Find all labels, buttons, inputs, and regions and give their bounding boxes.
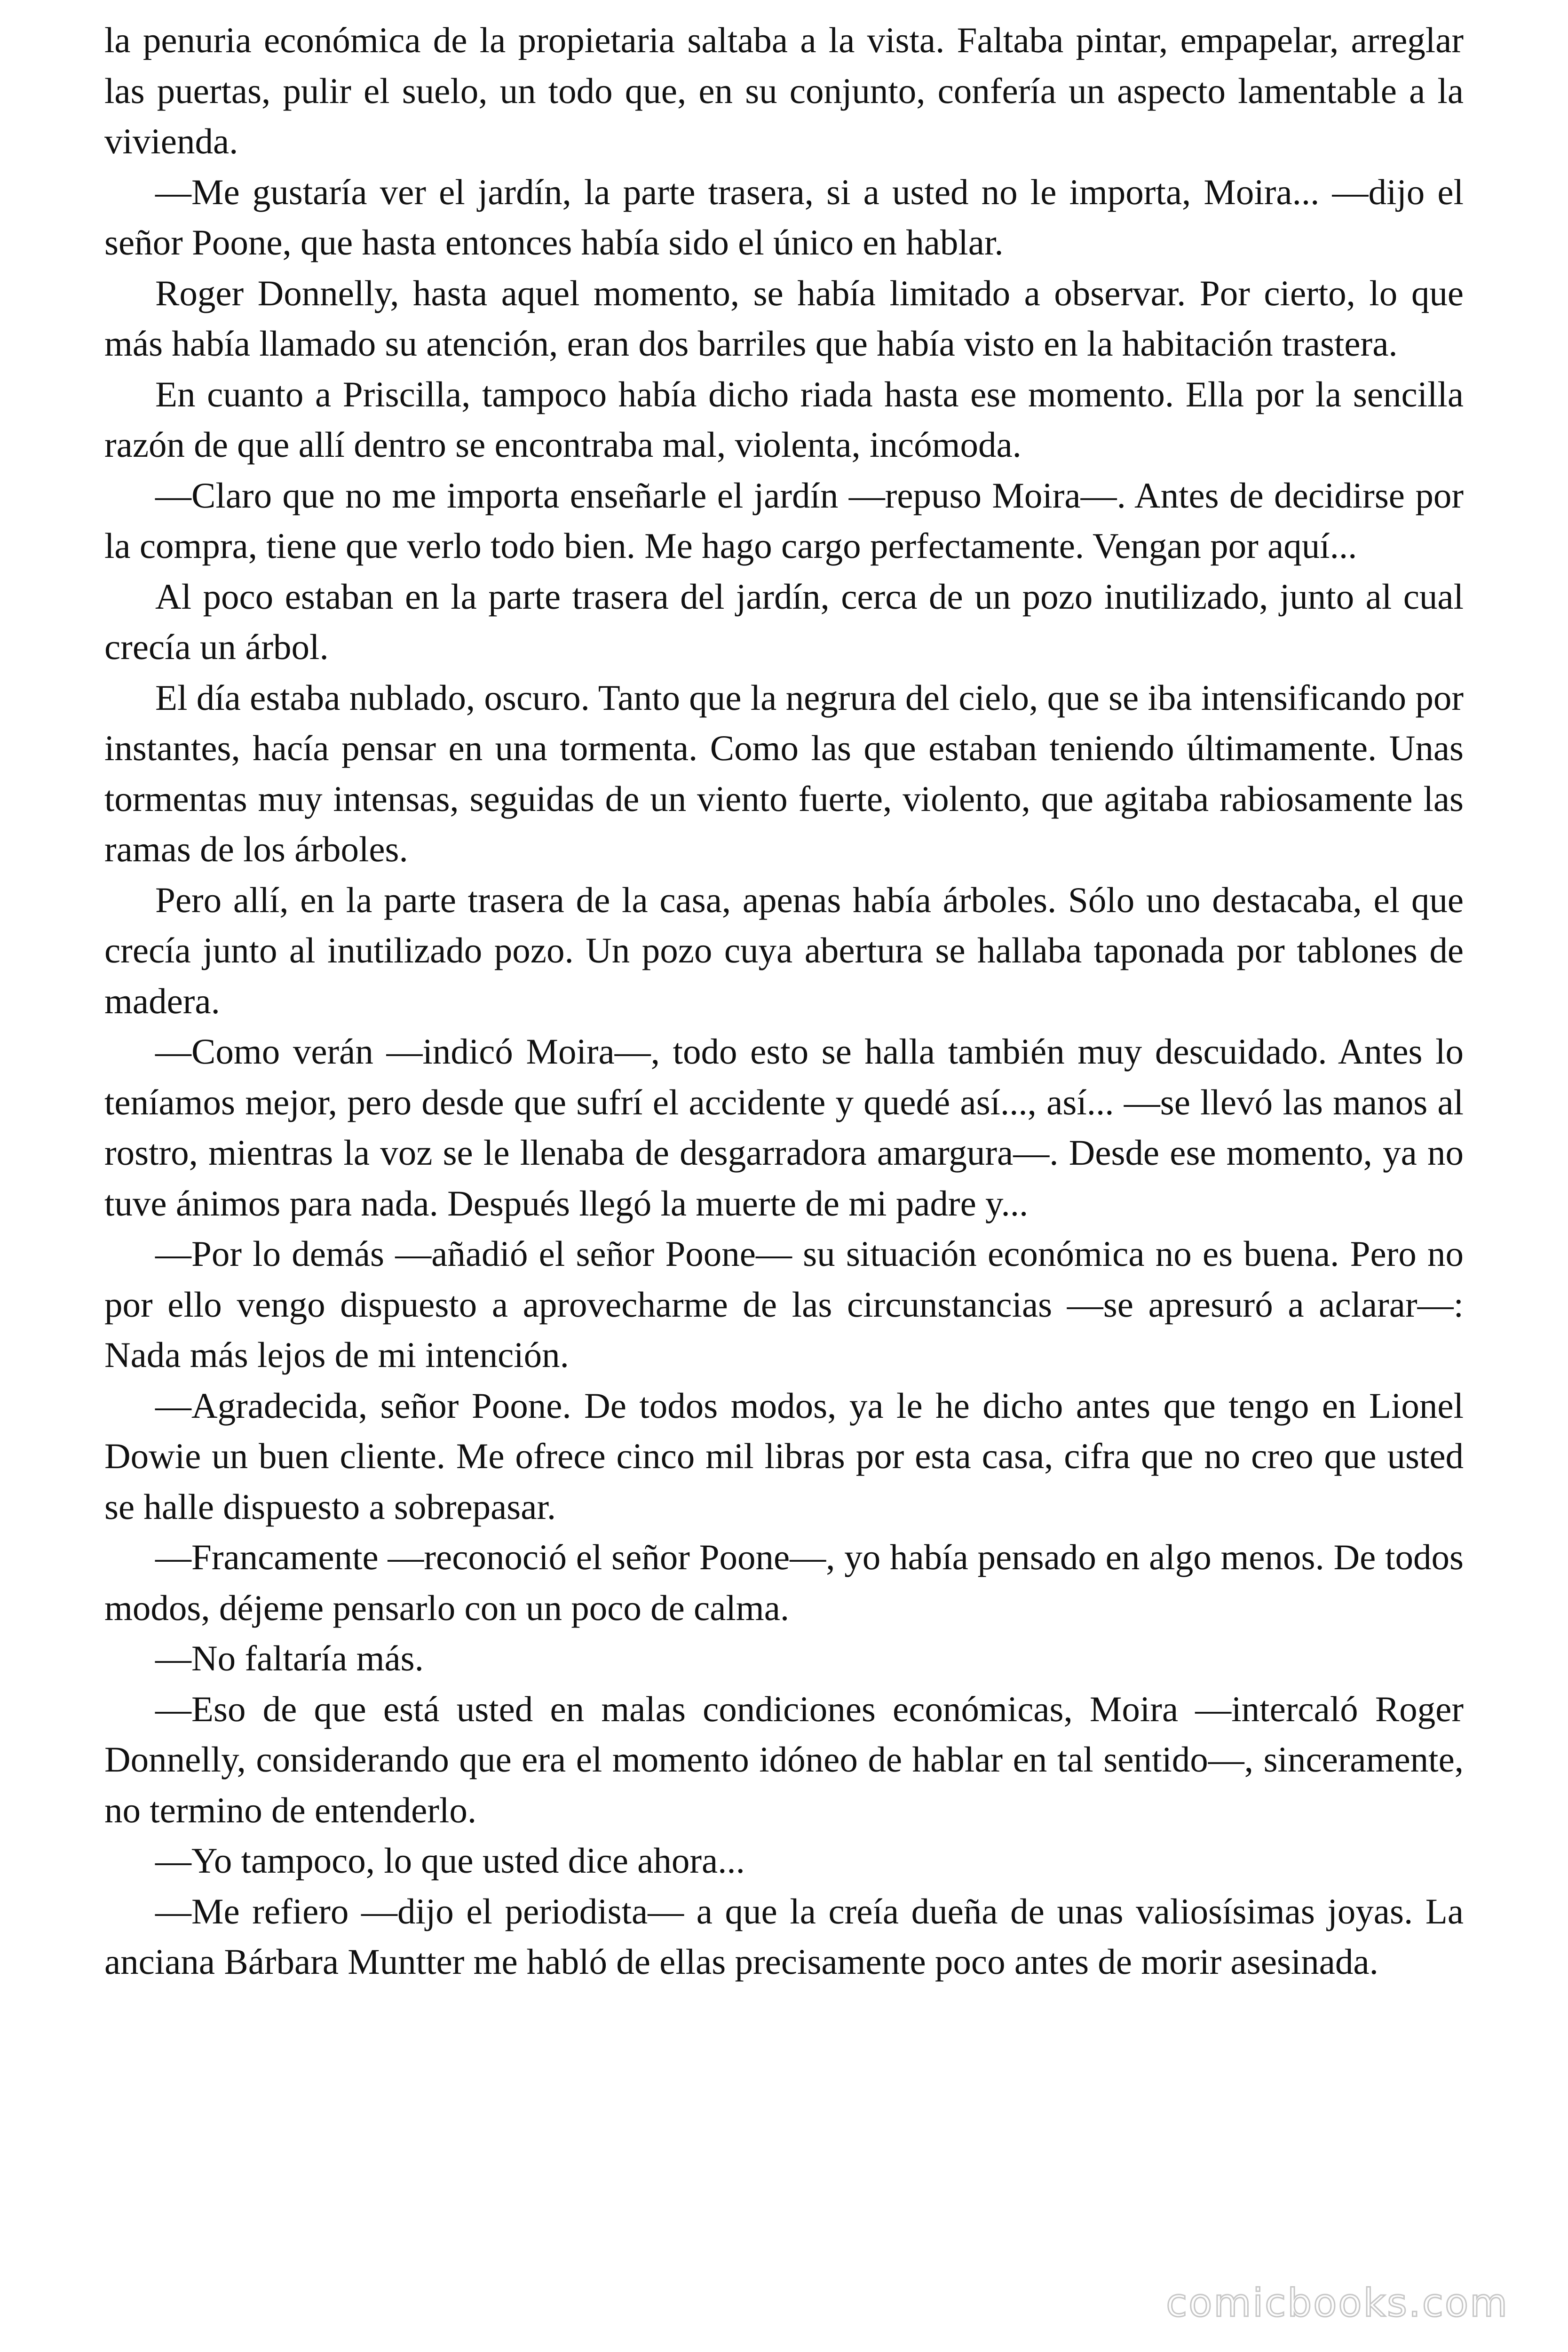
paragraph-dialogue: —Por lo demás —añadió el señor Poone— su situación económica no es buena. Pero no por ello vengo dispuesto a aprovecharme de las circunstancias —se apresuró a aclarar—: Nada más lejos de mi intención.: [104, 1233, 1464, 1375]
paragraph-dialogue: —Claro que no me importa enseñarle el jardín —repuso Moira—. Antes de decidirse por la compra, tiene que verlo todo bien. Me hago cargo perfectamente. Vengan por aquí...: [104, 475, 1464, 566]
paragraph-narration: En cuanto a Priscilla, tampoco había dicho riada hasta ese momento. Ella por la sencilla razón de que allí dentro se encontraba mal, violenta, incómoda.: [104, 373, 1464, 465]
paragraph-narration: Roger Donnelly, hasta aquel momento, se había limitado a observar. Por cierto, lo que más había llamado su atención, eran dos barriles que había visto en la habitación trastera.: [104, 272, 1464, 364]
paragraph-dialogue: —Me refiero —dijo el periodista— a que la creía dueña de unas valiosísimas joyas. La anciana Bárbara Muntter me habló de ellas precisamente poco antes de morir asesinada.: [104, 1891, 1464, 1982]
site-watermark: comicbooks.com: [1166, 2281, 1509, 2326]
paragraph-dialogue: —Agradecida, señor Poone. De todos modos, ya le he dicho antes que tengo en Lionel Dowie un buen cliente. Me ofrece cinco mil libras por esta casa, cifra que no creo que usted se halle dispuesto a sobrepasar.: [104, 1385, 1464, 1527]
paragraph-narration: Al poco estaban en la parte trasera del jardín, cerca de un pozo inutilizado, junto al cual crecía un árbol.: [104, 576, 1464, 667]
paragraph-dialogue: —Yo tampoco, lo que usted dice ahora...: [155, 1840, 745, 1881]
paragraph-dialogue: —Eso de que está usted en malas condiciones económicas, Moira —intercaló Roger Donnelly, considerando que era el momento idóneo de hablar en tal sentido—, sinceramente, no termino de entenderlo.: [104, 1688, 1464, 1830]
paragraph-dialogue: —Como verán —indicó Moira—, todo esto se halla también muy descuidado. Antes lo teníamos mejor, pero desde que sufrí el accidente y quedé así..., así... —se llevó las manos al rostro, mientras la voz se le llenaba de desgarradora amargura—. Desde ese momento, ya no tuve ánimos para nada. Después llegó la muerte de mi padre y...: [104, 1031, 1464, 1224]
paragraph-dialogue: —Francamente —reconoció el señor Poone—, yo había pensado en algo menos. De todos modos, déjeme pensarlo con un poco de calma.: [104, 1537, 1464, 1628]
paragraph-narration: El día estaba nublado, oscuro. Tanto que la negrura del cielo, que se iba intensificando por instantes, hacía pensar en una tormenta. Como las que estaban teniendo últimamente. Unas tormentas muy intensas, seguidas de un viento fuerte, violento, que agitaba rabiosamente las ramas de los árboles.: [104, 677, 1464, 869]
paragraph-dialogue: —No faltaría más.: [155, 1638, 424, 1678]
paragraph-narration: Pero allí, en la parte trasera de la casa, apenas había árboles. Sólo uno destacaba, el que crecía junto al inutilizado pozo. Un pozo cuya abertura se hallaba taponada por tablones de madera.: [104, 879, 1464, 1021]
paragraph-continuation: la penuria económica de la propietaria saltaba a la vista. Faltaba pintar, empapelar, arreglar las puertas, pulir el suelo, un todo que, en su conjunto, confería un aspecto lamentable a la vivienda.: [104, 20, 1464, 161]
book-page-body: [104, 15, 1464, 1987]
paragraph-dialogue: —Me gustaría ver el jardín, la parte trasera, si a usted no le importa, Moira... —dijo el señor Poone, que hasta entonces había sido el único en hablar.: [104, 171, 1464, 262]
